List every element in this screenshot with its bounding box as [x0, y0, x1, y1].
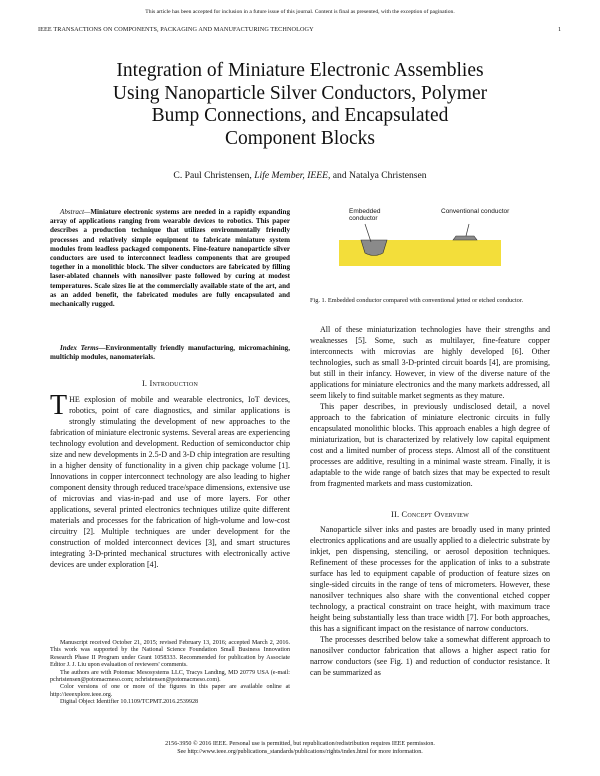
right-column-body: [310, 324, 550, 489]
figure-label-embedded: Embedded conductor: [349, 208, 381, 223]
title-line: Bump Connections, and Encapsulated: [151, 105, 449, 126]
figure-1: [325, 208, 525, 274]
paragraph: The processes described below take a somewhat different approach to nanosilver conductor fabrication that allows a higher aspect ratio for narrow conductors (see Fig. 1) and reduction of conductor resistance. It can be summarized as: [310, 635, 550, 677]
embedded-conductor: [361, 240, 387, 256]
footnote-manuscript: Manuscript received October 21, 2015; revised February 13, 2016; accepted March 2, 2016. This work was supported by the National Science Foundation Small Business Innovation Research Phase II Program under Grant 1058333. Recommended for publication by Associate Editor J. J. Liu upon evaluation of reviewers' comments.: [50, 640, 290, 669]
paragraph: This paper describes, in previously undisclosed detail, a novel approach to the fabrication of miniature electronic circuits in fully encapsulated monolithic blocks. This approach enables a high degree of miniaturization, but is characterized by relatively low capital equipment cost and a limited number of process steps. Almost all of the constituent processes are additive, resulting in a minimal waste stream. Finally, it is adaptable to the wide range of batch sizes that may be expected to result from fragmented markets and mass customization.: [310, 402, 550, 488]
footnote-doi: Digital Object Identifier 10.1109/TCPMT.2016.2539928: [60, 699, 199, 706]
title-line: Integration of Miniature Electronic Assemblies: [116, 60, 484, 81]
author-list: [40, 170, 560, 181]
conductor-diagram: [325, 220, 525, 272]
paper-title: [40, 60, 560, 150]
footnote-color: Color versions of one or more of the figures in this paper are available online at http://ieeexplore.ieee.org.: [50, 684, 290, 698]
copyright-footer: [0, 741, 600, 756]
author-membership: Life Member, IEEE,: [254, 170, 331, 181]
intro-first-word: HE: [69, 395, 80, 404]
acceptance-note: This article has been accepted for inclusion in a future issue of this journal. Content is final as presented, with the exception of pagination.: [145, 9, 455, 15]
abstract: [50, 208, 290, 309]
journal-name: IEEE TRANSACTIONS ON COMPONENTS, PACKAGING AND MANUFACTURING TECHNOLOGY: [38, 26, 314, 33]
abstract-label: Abstract—: [60, 208, 91, 216]
drop-cap: T: [50, 390, 68, 421]
page-number: 1: [558, 26, 562, 33]
section-heading: I. Introduction: [141, 379, 199, 388]
title-line: Using Nanoparticle Silver Conductors, Polymer: [112, 82, 488, 104]
figure-label-conventional: Conventional conductor: [441, 208, 510, 215]
paragraph: All of these miniaturization technologies have their strengths and weaknesses [5]. Some, such as multilayer, fine-feature copper interconnects with microvias are highly developed [6]. Other technologies, such as small 3-D-printed circuit boards [4], are promising, but still in their infancy. However, in view of the diverse nature of the applications for miniature electronics and the many markets addressed, all seem likely to find suitable market segments as they mature.: [310, 325, 550, 400]
index-terms-label: Index Terms—: [60, 344, 106, 352]
footnotes: [50, 640, 290, 707]
abstract-text: Miniature electronic systems are needed in a rapidly expanding array of applications ranging from wearable devices to robotics. This paper describes a production technique that utilizes environmentally friendly processes and relatively simple equipment to fabricate miniature system modules from leadless packaged components. Fine-feature nanoparticle silver conductors are used to interconnect leadless components that are grouped together in a monolithic block. The silver conductors are fabricated by filling laser-ablated channels with nanosilver paste followed by curing at modest temperatures. Scale sizes lie at the commercially available state of the art, and as an added benefit, the fabricated modules are fully encapsulated and mechanically rugged.: [50, 208, 290, 309]
index-terms-text: Environmentally friendly manufacturing, micromachining, multichip modules, nanomaterials.: [50, 344, 290, 362]
title-line: Component Blocks: [224, 127, 376, 149]
introduction-body: [50, 390, 291, 570]
section-heading: II. Concept Overview: [390, 510, 469, 519]
footer-line: See http://www.ieee.org/publications_standards/publications/rights/index.html for more information.: [177, 748, 423, 755]
footnote-authors: The authors are with Potomac Mesosystems LLC, Tracys Landing, MD 20779 USA (e-mail: pchristensen@potomacmeso.com; nchristensen@potomacmeso.com).: [50, 669, 290, 684]
author-name: and Natalya Christensen: [332, 170, 427, 181]
author-name: C. Paul Christensen,: [173, 170, 252, 181]
figure-caption: Fig. 1. Embedded conductor compared with conventional jetted or etched conductor.: [310, 297, 524, 304]
intro-text: explosion of mobile and wearable electronics, IoT devices, robotics, point of care diagnostics, and similar applications is strongly stimulating the development of new approaches to the fabrication of miniature electronic systems. Several areas are experiencing technology evolution and development. Reduction of semiconductor chip size and new developments in 2.5-D and 3-D chip integration are resulting in a higher density of functionality in a given chip package volume [1]. Innovations in copper interconnect technology are also leading to higher component density through reduced trace/space dimensions, extensive use of microvias and vias-in-pad and use of more layers. For other applications, several printed electronics techniques utilize quite different materials and processes for the fabrication of high-volume and low-cost circuitry [2]. Multiple techniques are under development for the construction of molded interconnect devices [3], and smart structures integrating 3-D-printed mechanical structures with electronically active devices are under exploration [4].: [50, 395, 291, 569]
leader-line-embedded: [365, 224, 371, 242]
footer-line: 2156-3950 © 2016 IEEE. Personal use is permitted, but republication/redistribution requires IEEE permission.: [165, 741, 435, 747]
leader-line-conventional: [466, 224, 469, 236]
conventional-conductor: [453, 236, 477, 240]
index-terms: [50, 344, 290, 362]
concept-overview-body: [310, 524, 550, 678]
paragraph: Nanoparticle silver inks and pastes are broadly used in many printed electronics applications and are usually applied to a dielectric substrate by inkjet, pen dispensing, stenciling, or aerosol deposition techniques. Refinement of these processes for the application of inks to a substrate surface has led to equipment capable of production of feature sizes on single-sided circuits in the range of tens of micrometers. However, these nanosilver techniques also share with the conventional etched copper technology, a practical constraint on trace height, with maximum trace height being substantially less than trace width [7]. For both approaches, this has a significant impact on the resistance of narrow conductors.: [310, 525, 550, 633]
